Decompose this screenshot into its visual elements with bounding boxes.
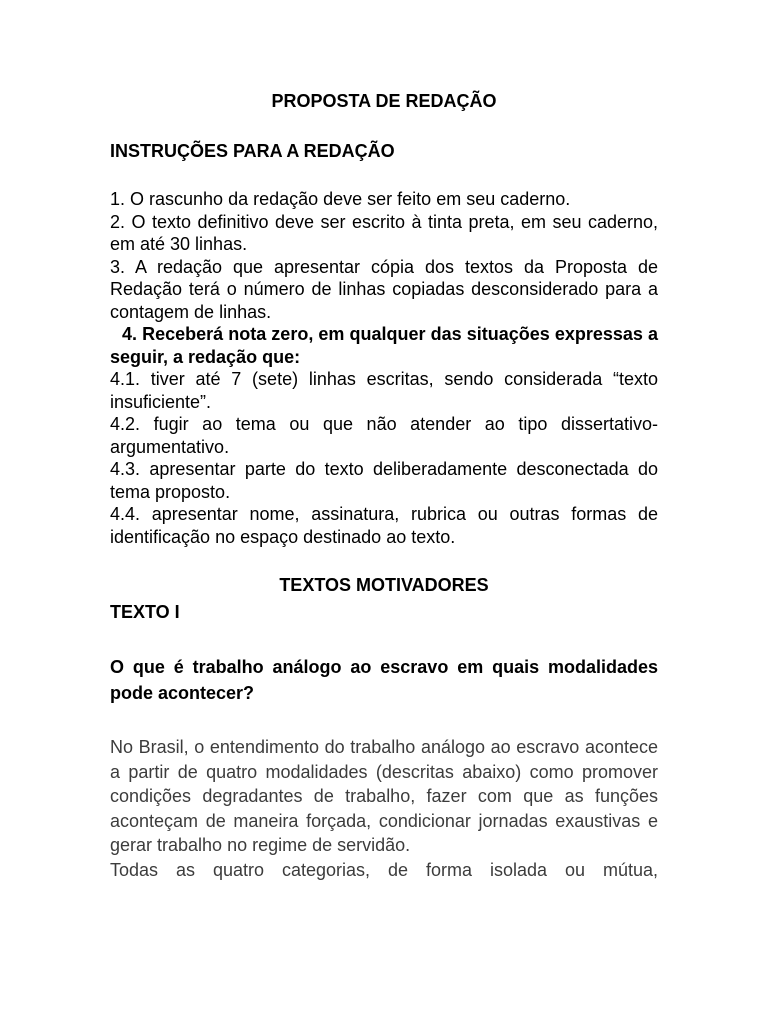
- text1-paragraph: Todas as quatro categorias, de forma isolada ou mútua,: [110, 859, 658, 880]
- instructions-heading: INSTRUÇÕES PARA A REDAÇÃO: [110, 141, 395, 161]
- instruction-item: 4.1. tiver até 7 (sete) linhas escritas, sendo considerada “texto insuficiente”.: [110, 369, 658, 412]
- text1-body: [110, 735, 658, 882]
- instructions-list: [110, 188, 658, 548]
- instruction-item: 1. O rascunho da redação deve ser feito em seu caderno.: [110, 189, 571, 209]
- instruction-item: 4.2. fugir ao tema ou que não atender ao tipo dissertativo-argumentativo.: [110, 414, 658, 457]
- page-title: PROPOSTA DE REDAÇÃO: [271, 91, 497, 111]
- instruction-item: 4.3. apresentar parte do texto deliberadamente desconectada do tema proposto.: [110, 459, 658, 502]
- instruction-item: 4.4. apresentar nome, assinatura, rubrica ou outras formas de identificação no espaço destinado ao texto.: [110, 504, 658, 547]
- text1-question: O que é trabalho análogo ao escravo em quais modalidades pode acontecer?: [110, 657, 658, 703]
- instruction-item-zero-grade: 4. Receberá nota zero, em qualquer das situações expressas a seguir, a redação que:: [110, 324, 658, 367]
- instruction-item: 2. O texto definitivo deve ser escrito à tinta preta, em seu caderno, em até 30 linhas.: [110, 211, 658, 254]
- text1-paragraph: No Brasil, o entendimento do trabalho análogo ao escravo acontece a partir de quatro modalidades (descritas abaixo) como promover condições degradantes de trabalho, fazer com que as funções aconteçam de maneira forçada, condicionar jornadas exaustivas e gerar trabalho no regime de servidão.: [110, 737, 658, 855]
- text1-heading: TEXTO I: [110, 602, 180, 622]
- instruction-item: 3. A redação que apresentar cópia dos textos da Proposta de Redação terá o número de linhas copiadas desconsiderado para a contagem de linhas.: [110, 256, 658, 322]
- motivators-heading: TEXTOS MOTIVADORES: [279, 575, 489, 595]
